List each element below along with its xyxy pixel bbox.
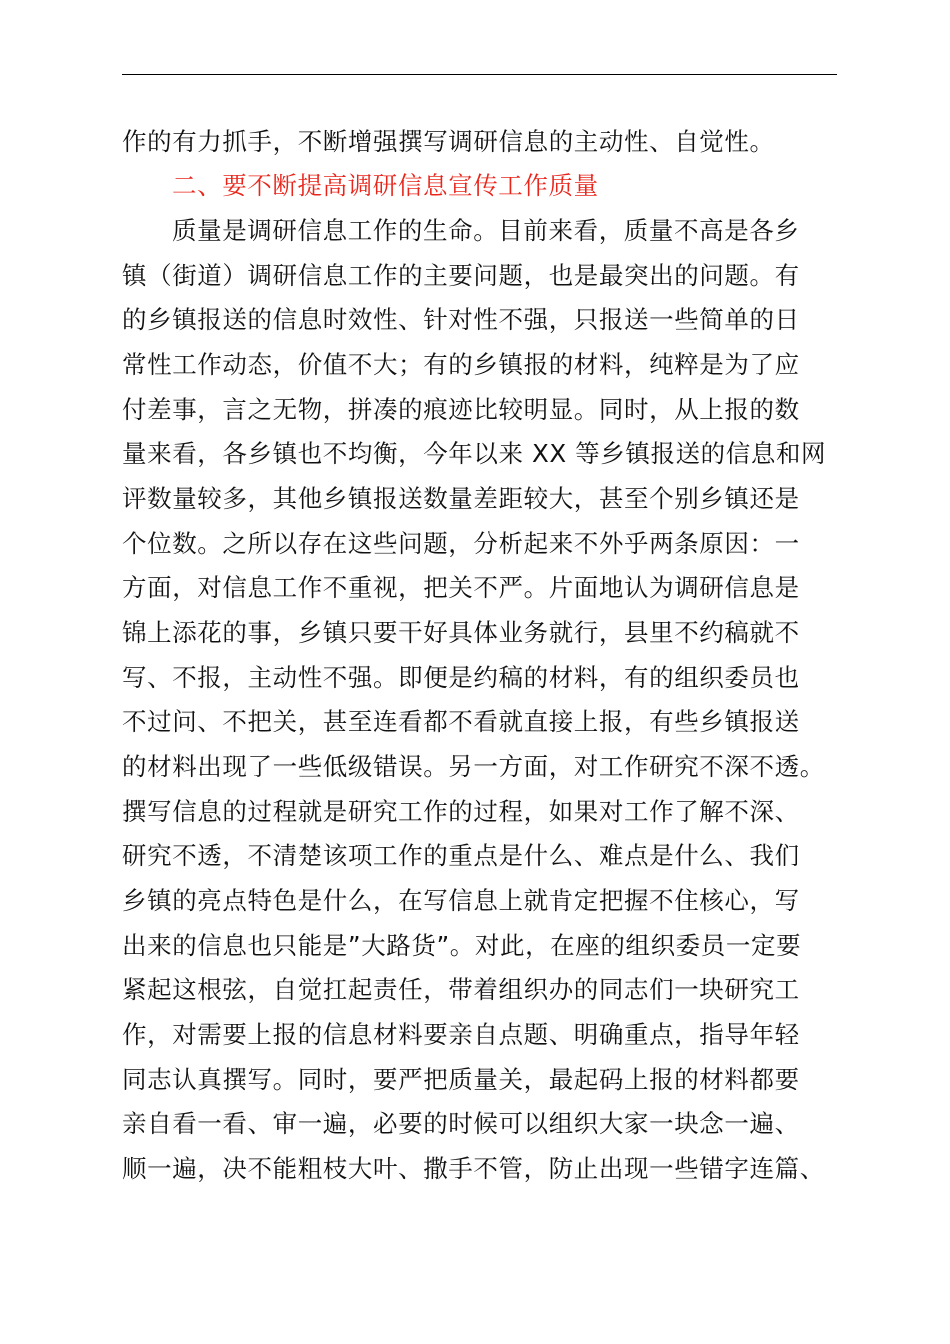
text-line-23: 顺一遍，决不能粗枝大叶、撒手不管，防止出现一些错字连篇、 xyxy=(122,1154,825,1183)
text-line-18: 出来的信息也只能是”大路货”。对此，在座的组织委员一定要 xyxy=(122,931,802,960)
text-line-14: 的材料出现了一些低级错误。另一方面，对工作研究不深不透。 xyxy=(122,752,825,781)
text-line-13: 不过问、不把关，甚至连看都不看就直接上报，有些乡镇报送 xyxy=(122,707,800,736)
text-line-4: 的乡镇报送的信息时效性、针对性不强，只报送一些简单的日 xyxy=(122,305,800,334)
text-line-19: 紧起这根弦，自觉扛起责任，带着组织办的同志们一块研究工 xyxy=(122,975,800,1004)
text-line-11: 锦上添花的事，乡镇只要干好具体业务就行，县里不约稿就不 xyxy=(122,618,800,647)
text-line-12: 写、不报，主动性不强。即便是约稿的材料，有的组织委员也 xyxy=(122,663,800,692)
text-line-17: 乡镇的亮点特色是什么，在写信息上就肯定把握不住核心，写 xyxy=(122,886,800,915)
text-line-6: 付差事，言之无物，拼凑的痕迹比较明显。同时，从上报的数 xyxy=(122,395,800,424)
text-line-20: 作，对需要上报的信息材料要亲自点题、明确重点，指导年轻 xyxy=(122,1020,800,1049)
text-line-8: 评数量较多，其他乡镇报送数量差距较大，甚至个别乡镇还是 xyxy=(122,484,800,513)
text-line-3: 镇（街道）调研信息工作的主要问题，也是最突出的问题。有 xyxy=(122,261,800,290)
text-line-2: 质量是调研信息工作的生命。目前来看，质量不高是各乡 xyxy=(172,216,800,245)
text-line-1: 作的有力抓手，不断增强撰写调研信息的主动性、自觉性。 xyxy=(122,127,775,156)
section-heading: 二、要不断提高调研信息宣传工作质量 xyxy=(172,171,599,200)
text-line-22: 亲自看一看、审一遍，必要的时候可以组织大家一块念一遍、 xyxy=(122,1109,800,1138)
text-line-15: 撰写信息的过程就是研究工作的过程，如果对工作了解不深、 xyxy=(122,797,800,826)
text-line-16: 研究不透，不清楚该项工作的重点是什么、难点是什么、我们 xyxy=(122,841,800,870)
text-line-21: 同志认真撰写。同时，要严把质量关，最起码上报的材料都要 xyxy=(122,1065,800,1094)
header-rule xyxy=(122,74,837,75)
text-line-5: 常性工作动态，价值不大；有的乡镇报的材料，纯粹是为了应 xyxy=(122,350,800,379)
text-line-7: 量来看，各乡镇也不均衡，今年以来 XX 等乡镇报送的信息和网 xyxy=(122,439,827,468)
text-line-10: 方面，对信息工作不重视，把关不严。片面地认为调研信息是 xyxy=(122,573,800,602)
text-line-9: 个位数。之所以存在这些问题，分析起来不外乎两条原因：一 xyxy=(122,529,800,558)
